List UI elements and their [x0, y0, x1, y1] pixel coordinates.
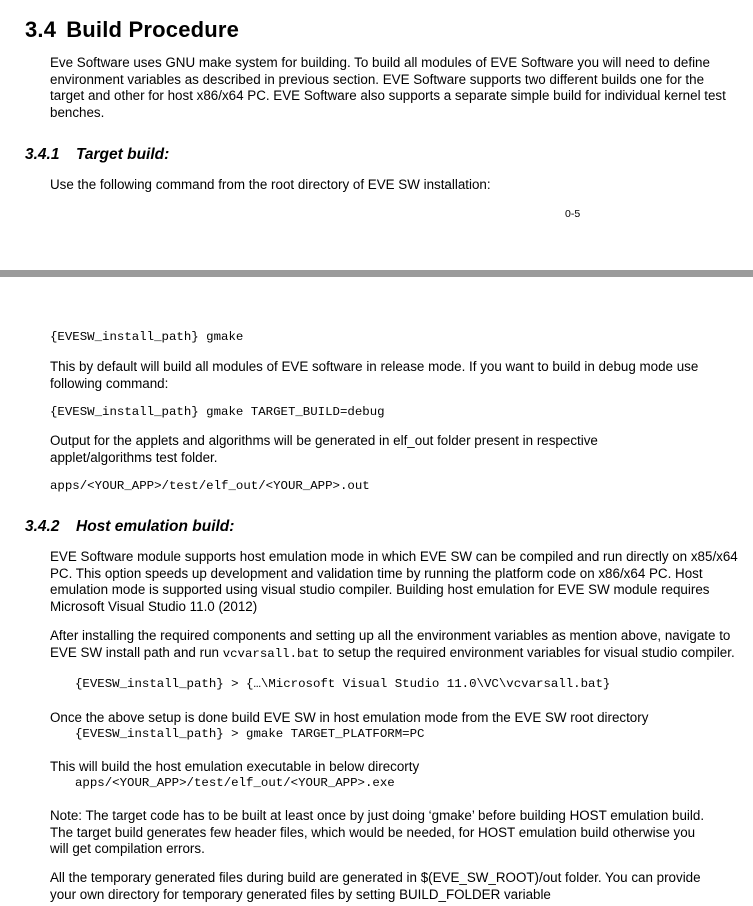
temp-folder-text: All the temporary generated files during build are generated in $(EVE_SW_ROOT)/out folder. You can provide your own directory for temporary generated files by setting BUILD_FOLDER variable: [50, 870, 701, 902]
vcvarsall-code: vcvarsall.bat: [222, 646, 320, 661]
section-number: 3.4: [25, 17, 57, 42]
target-intro: Use the following command from the root directory of EVE SW installation:: [50, 177, 491, 192]
exe-text: This will build the host emulation executable in below direcorty: [50, 759, 420, 774]
subsection-number: 3.4.2: [25, 518, 60, 535]
setup-text-b: to setup the required environment variables for visual studio compiler.: [319, 644, 735, 660]
debug-command: {EVESW_install_path} gmake TARGET_BUILD=debug: [50, 405, 385, 419]
page-break-divider: [0, 270, 753, 277]
build-text: Once the above setup is done build EVE SW in host emulation mode from the EVE SW root directory: [50, 710, 649, 725]
host-intro: EVE Software module supports host emulation mode in which EVE SW can be compiled and run directly on x85/x64 PC. This option speeds up development and validation time by running the platform code on x86/x64 PC. Host emulation mode is supported using visual studio compiler. Building host emulation for EVE SW module requires Microsoft Visual Studio 11.0 (2012): [50, 549, 738, 614]
section-title: Build Procedure: [66, 17, 240, 42]
page-number: 0-5: [565, 208, 581, 220]
setup-text-a: After installing the required components and setting up all the environment variables as mention above, navigate to EVE SW install path and run: [50, 628, 731, 660]
exe-path: apps/<YOUR_APP>/test/elf_out/<YOUR_APP>.exe: [75, 776, 395, 790]
note-text: Note: The target code has to be built at least once by just doing ‘gmake’ before building HOST emulation build. The target build generates few header files, which would be needed, for HOST emulation build otherwise you will get compilation errors.: [50, 808, 705, 856]
subsection-heading-host: [25, 518, 234, 536]
output-text: Output for the applets and algorithms will be generated in elf_out folder present in respective applet/algorithms test folder.: [50, 433, 598, 465]
subsection-heading-target: [25, 146, 169, 164]
host-build-command: {EVESW_install_path} > gmake TARGET_PLATFORM=PC: [75, 727, 425, 741]
vcvars-command: {EVESW_install_path} > {…\Microsoft Visual Studio 11.0\VC\vcvarsall.bat}: [75, 677, 611, 691]
setup-text: [50, 628, 740, 662]
output-path: apps/<YOUR_APP>/test/elf_out/<YOUR_APP>.out: [50, 479, 370, 493]
release-command: {EVESW_install_path} gmake: [50, 330, 244, 344]
section-heading: [25, 17, 239, 43]
section-intro: Eve Software uses GNU make system for building. To build all modules of EVE Software you will need to define environment variables as described in previous section. EVE Software supports two different builds one for the target and other for host x86/x64 PC. EVE Software also supports a separate simple build for individual kernel test benches.: [50, 55, 726, 120]
subsection-number: 3.4.1: [25, 146, 60, 163]
debug-text: This by default will build all modules of EVE software in release mode. If you want to build in debug mode use following command:: [50, 359, 699, 391]
subsection-title: Host emulation build:: [76, 518, 235, 535]
subsection-title: Target build:: [76, 146, 170, 163]
